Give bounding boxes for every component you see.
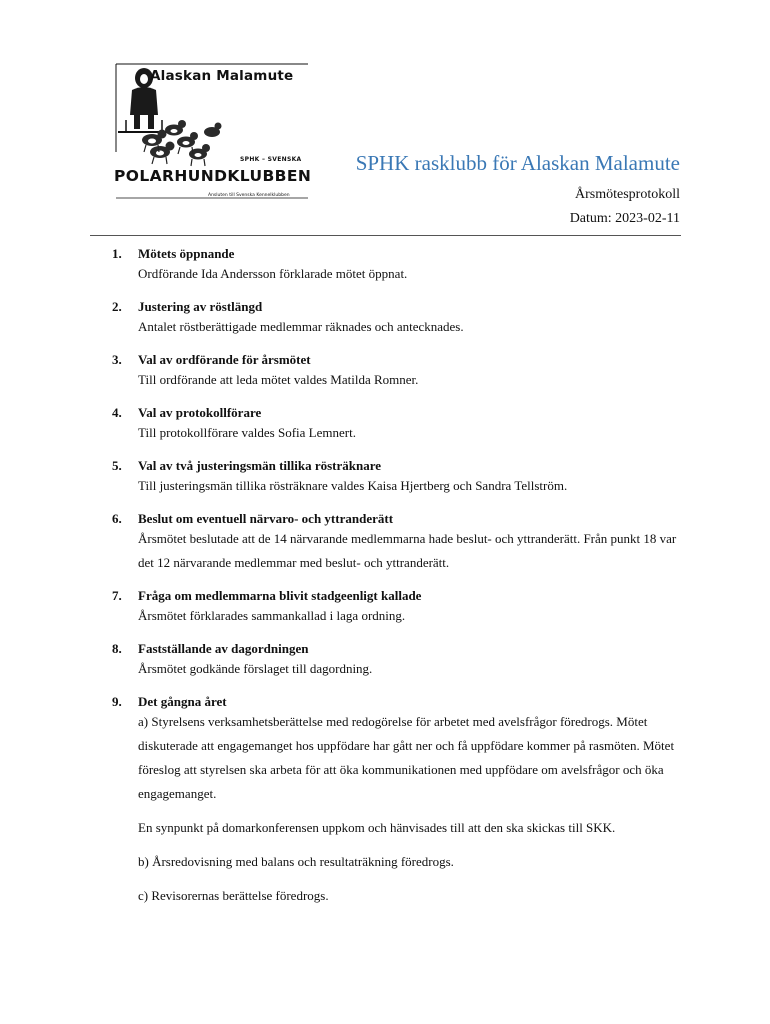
logo-small-text: SPHK – SVENSKA [240, 156, 302, 163]
item-body: Till justeringsmän tillika rösträknare valdes Kaisa Hjertberg och Sandra Tellström. [138, 478, 568, 493]
item-heading: Justering av röstlängd [138, 299, 263, 314]
agenda-item [112, 694, 684, 908]
item-heading: Fråga om medlemmarna blivit stadgeenligt kallade [138, 588, 422, 603]
agenda-list [112, 246, 684, 921]
item-heading: Val av protokollförare [138, 405, 262, 420]
logo-subtitle: Ansluten till Svenska Kennelklubben [208, 193, 290, 198]
agenda-item [112, 588, 684, 628]
item-number: 4. [112, 405, 122, 420]
item-heading: Fastställande av dagordningen [138, 641, 309, 656]
item-body: Ordförande Ida Andersson förklarade mötet öppnat. [138, 266, 408, 281]
item-heading: Val av två justeringsmän tillika rösträknare [138, 458, 382, 473]
item-number: 3. [112, 352, 122, 367]
item-heading: Det gångna året [138, 694, 227, 709]
document-date: Datum: 2023-02-11 [569, 211, 680, 226]
item-body: Årsmötet godkände förslaget till dagordning. [138, 661, 373, 676]
item-body: Årsmötet förklarades sammankallad i laga ordning. [138, 608, 406, 623]
item-number: 6. [112, 511, 122, 526]
item-number: 5. [112, 458, 122, 473]
item-body: Till ordförande att leda mötet valdes Matilda Romner. [138, 372, 419, 387]
agenda-item [112, 352, 684, 392]
item-heading: Mötets öppnande [138, 246, 235, 261]
item-paragraph: En synpunkt på domarkonferensen uppkom och hänvisades till att den ska skickas till SKK. [138, 820, 616, 835]
item-paragraph: c) Revisorernas berättelse föredrogs. [138, 888, 329, 903]
agenda-item [112, 458, 684, 498]
logo-club-name: POLARHUNDKLUBBEN [114, 167, 312, 185]
item-number: 9. [112, 694, 122, 709]
agenda-item [112, 299, 684, 339]
logo-title: Alaskan Malamute [150, 68, 294, 84]
item-body: Årsmötet beslutade att de 14 närvarande medlemmarna hade beslut- och yttranderätt. Från punkt 18 var det 12 närvarande medlemmar med beslut- och yttranderätt. [138, 531, 677, 570]
header-divider [90, 235, 681, 236]
item-paragraph: a) Styrelsens verksamhetsberättelse med redogörelse för arbetet med avelsfrågor föredrogs. Mötet diskuterade att engagemanget hos uppfödare har gått ner och få uppfödare kommer på rasmöten. Mötet föreslog att styrelsen ska arbeta för att öka kommunikationen med uppfödare om avelsfrågor och öka engagemanget. [138, 714, 675, 801]
item-heading: Beslut om eventuell närvaro- och yttranderätt [138, 511, 394, 526]
agenda-item [112, 405, 684, 445]
document-type: Årsmötesprotokoll [575, 187, 680, 202]
item-number: 2. [112, 299, 122, 314]
agenda-item [112, 641, 684, 681]
item-heading: Val av ordförande för årsmötet [138, 352, 311, 367]
item-number: 7. [112, 588, 122, 603]
club-title: SPHK rasklubb för Alaskan Malamute [355, 151, 680, 175]
item-paragraph: b) Årsredovisning med balans och resultaträkning föredrogs. [138, 854, 454, 869]
item-body: Antalet röstberättigade medlemmar räknades och antecknades. [138, 319, 464, 334]
agenda-item [112, 246, 684, 286]
item-number: 8. [112, 641, 122, 656]
club-logo [112, 60, 312, 202]
agenda-item [112, 511, 684, 575]
item-number: 1. [112, 246, 122, 261]
item-body: Till protokollförare valdes Sofia Lemnert. [138, 425, 356, 440]
